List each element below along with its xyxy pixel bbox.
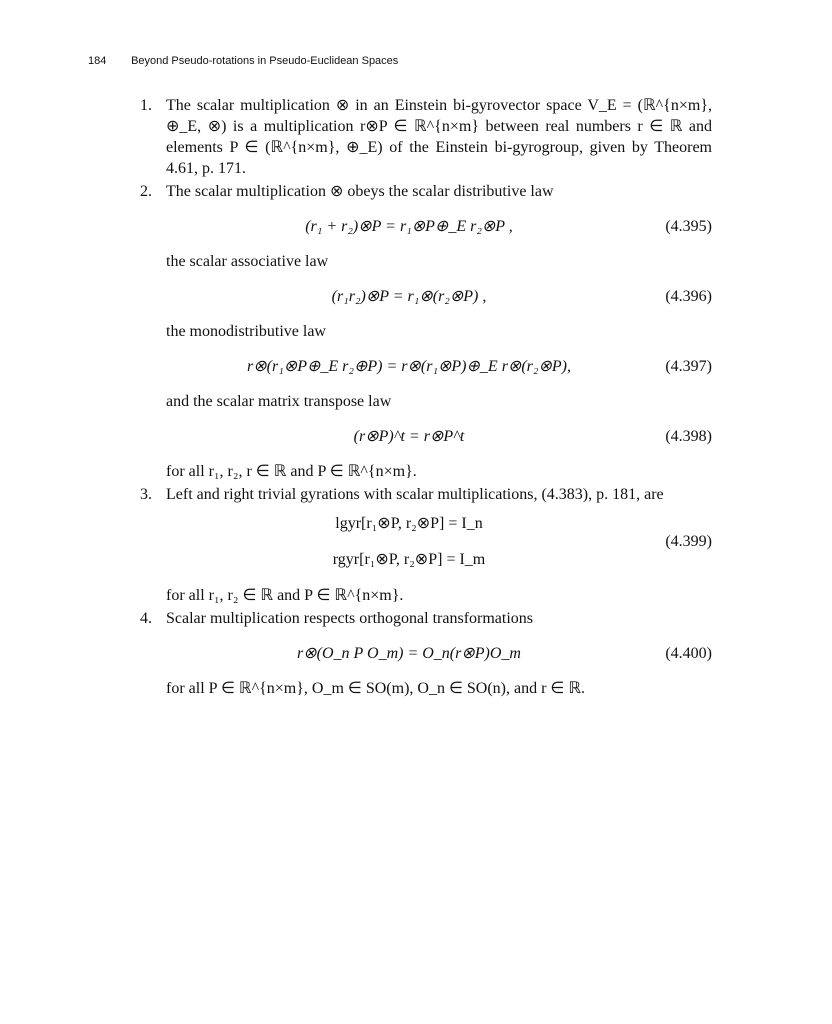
running-title: Beyond Pseudo-rotations in Pseudo-Euclidean Spaces [131, 55, 399, 67]
page-number: 184 [88, 55, 107, 67]
running-header [88, 55, 398, 67]
equation-number: (4.400) [665, 645, 712, 662]
item-text: Scalar multiplication respects orthogonal transformations [166, 610, 534, 627]
equation-number: (4.395) [665, 218, 712, 235]
equation-4-395 [166, 216, 712, 237]
equation-4-398 [166, 426, 712, 447]
item-number: 4. [140, 610, 152, 627]
equation-4-400 [166, 643, 712, 664]
list-item-1 [140, 95, 712, 179]
equation-number: (4.397) [665, 358, 712, 375]
equation-formula: rgyr[r₁⊗P, r₂⊗P] = I_m [332, 551, 486, 568]
equation-formula: r⊗(r₁⊗P⊕_E r₂⊕P) = r⊗(r₁⊗P)⊕_E r⊗(r₂⊗P), [247, 358, 571, 375]
equation-number: (4.396) [665, 288, 712, 305]
equation-number: (4.398) [665, 428, 712, 445]
item-tail: for all r₁, r₂ ∈ ℝ and P ∈ ℝ^{n×m}. [166, 587, 404, 604]
item-text: Left and right trivial gyrations with scalar multiplications, (4.383), p. 181, are [166, 486, 664, 503]
equation-4-396 [166, 286, 712, 307]
equation-number: (4.399) [665, 533, 712, 550]
equation-formula: lgyr[r₁⊗P, r₂⊗P] = I_n [335, 515, 483, 532]
item-text: The scalar multiplication ⊗ in an Einstein bi-gyrovector space V_E = (ℝ^{n×m}, ⊕_E, ⊗) is a multiplication r⊗P ∈ ℝ^{n×m} between real numbers r ∈ ℝ and elements P ∈ (ℝ^{n×m}, ⊕_E) of the Einstein bi-gyrogroup, given by Theorem 4.61, p. 171. [166, 97, 712, 177]
item-text: the scalar associative law [166, 253, 329, 270]
item-number: 3. [140, 486, 152, 503]
item-text: The scalar multiplication ⊗ obeys the scalar distributive law [166, 183, 554, 200]
item-tail: for all P ∈ ℝ^{n×m}, O_m ∈ SO(m), O_n ∈ SO(n), and r ∈ ℝ. [166, 680, 586, 697]
equation-formula: r⊗(O_n P O_m) = O_n(r⊗P)O_m [297, 645, 521, 662]
equation-formula: (r⊗P)^t = r⊗P^t [353, 428, 465, 445]
equation-4-399 [166, 513, 712, 577]
list-item-4 [140, 608, 712, 699]
page-body [140, 95, 712, 701]
list-item-3 [140, 484, 712, 606]
equation-formula: (r₁r₂)⊗P = r₁⊗(r₂⊗P) , [331, 288, 487, 305]
item-number: 2. [140, 183, 152, 200]
item-text: the monodistributive law [166, 323, 326, 340]
equation-formula: (r₁ + r₂)⊗P = r₁⊗P⊕_E r₂⊗P , [305, 218, 513, 235]
item-tail: for all r₁, r₂, r ∈ ℝ and P ∈ ℝ^{n×m}. [166, 463, 417, 480]
item-number: 1. [140, 97, 152, 114]
list-item-2 [140, 181, 712, 482]
item-text: and the scalar matrix transpose law [166, 393, 392, 410]
equation-4-397 [166, 356, 712, 377]
